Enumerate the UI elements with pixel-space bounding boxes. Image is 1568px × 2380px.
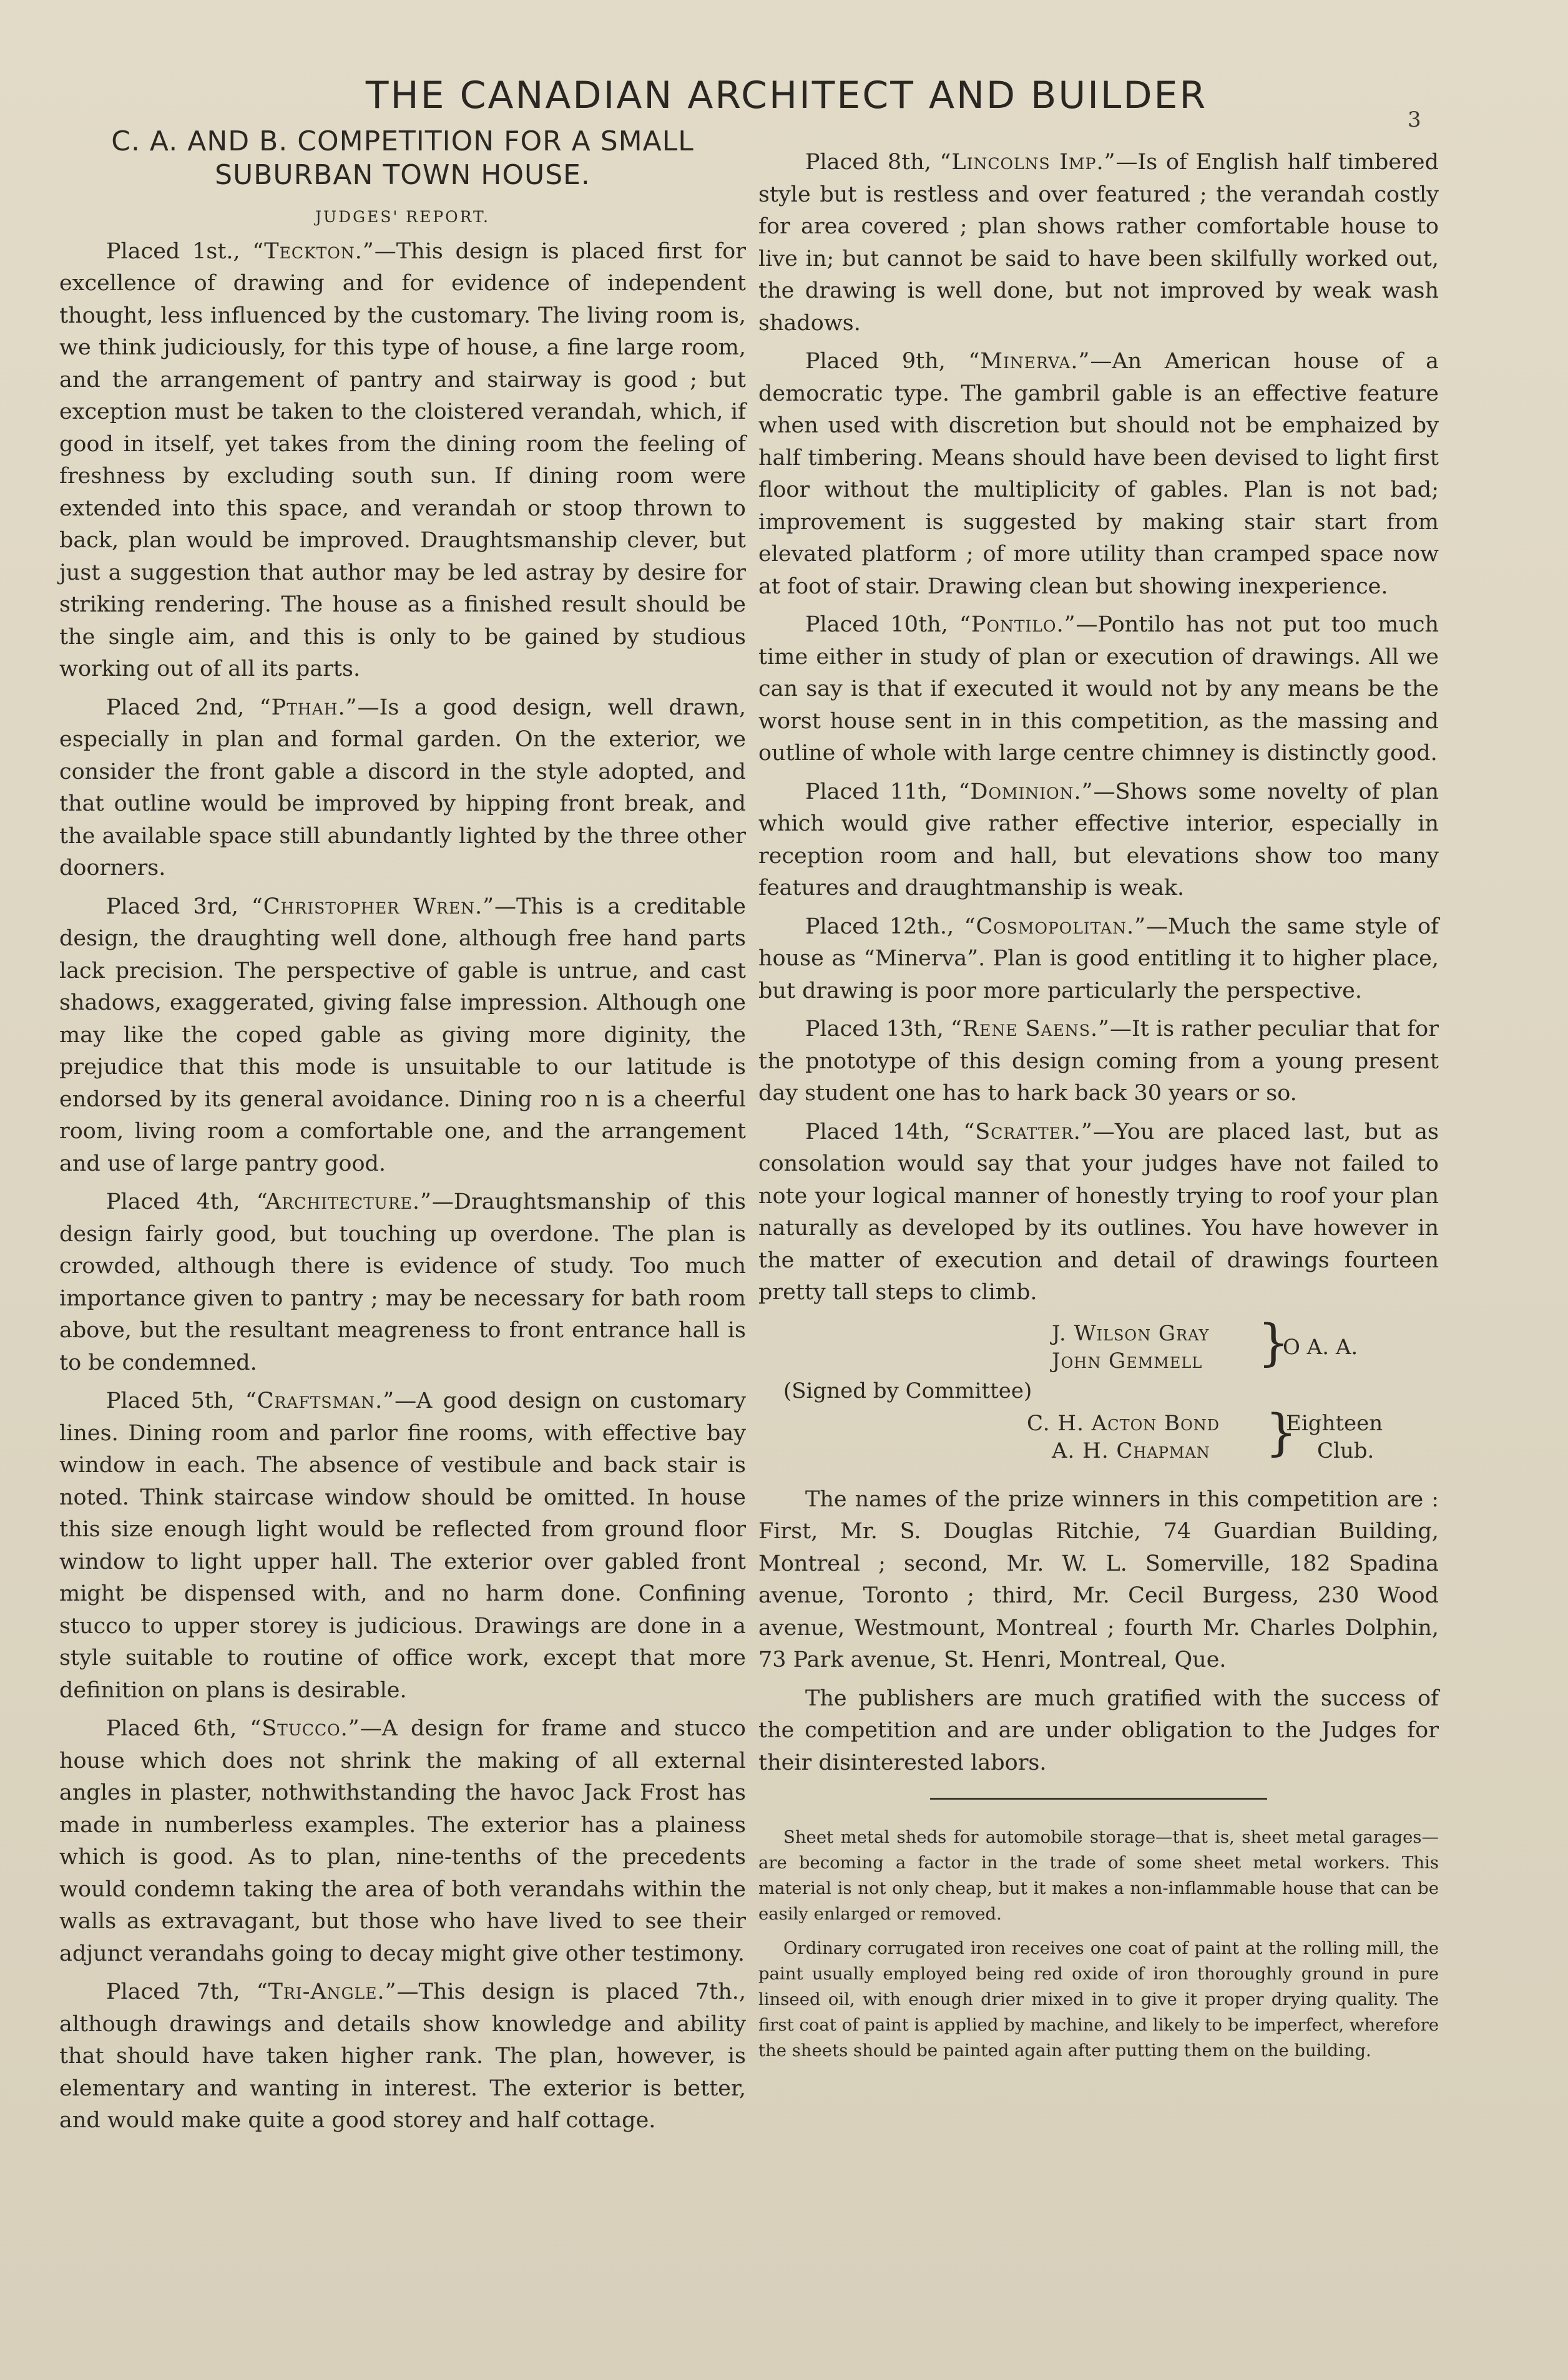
entry-text: —This design is placed first for excellence of drawing and for evidence of independent thought, less influenced by the customary. The living room is, we think judiciously, for this type of house, a fine large room, and the arrangement of pantry and stairway is good ; but exception must be taken to the cloistered verandah, which, if good in itself, yet takes from the dining room the feeling of freshness by excluding south sun. If dining room were extended into this space, and verandah or stoop thrown to back, plan would be improved. Draughtsmanship clever, but just a suggestion that author may be led astray by desire for striking rendering. The house as a finished result should be the single aim, and this is only to be gained by studious working out of all its parts. bbox=[59, 238, 746, 681]
entry-pseudonym: “Cosmopolitan.” bbox=[964, 914, 1147, 939]
entry-lead: Placed 4th, bbox=[106, 1189, 257, 1214]
entry-text: —Draughtsmanship of this design fairly good, but touching up overdone. The plan is crowded, although there is evidence of study. Too much importance given to pantry ; may be necessary for bath room above, but the resultant meagreness to front entrance hall is to be condemned. bbox=[59, 1189, 746, 1375]
entry-lead: Placed 8th, bbox=[805, 150, 940, 175]
signature-block bbox=[758, 1315, 1439, 1484]
entry-lead: Placed 14th, bbox=[805, 1119, 964, 1144]
signed-by-committee: (Signed by Committee) bbox=[783, 1378, 1032, 1403]
entry-lead: Placed 11th, bbox=[805, 779, 959, 804]
notes-section bbox=[758, 1825, 1439, 2064]
entry-paragraph bbox=[59, 1186, 746, 1379]
divider-rule bbox=[930, 1798, 1267, 1800]
entry-pseudonym: “Lincolns Imp.” bbox=[939, 150, 1116, 175]
judge-name: J. Wilson Gray bbox=[1052, 1320, 1210, 1346]
entry-lead: Placed 13th, bbox=[805, 1017, 951, 1041]
entry-text: —Much the same style of house as “Minerva”. Plan is good entitling it to higher place, but drawing is poor more particularly the perspective. bbox=[758, 914, 1439, 1003]
entry-lead: Placed 2nd, bbox=[106, 695, 260, 720]
entry-pseudonym: “Pthah.” bbox=[259, 695, 358, 720]
judge-name: A. H. Chapman bbox=[1052, 1438, 1210, 1463]
note-paragraph: Sheet metal sheds for automobile storage—that is, sheet metal garages—are becoming a factor in the trade of some sheet metal workers. This material is not only cheap, but it makes a non-inflammable house that can be easily enlarged or removed. bbox=[758, 1827, 1439, 1924]
entry-pseudonym: “Teckton.” bbox=[252, 238, 375, 264]
entry-lead: Placed 5th, bbox=[106, 1388, 245, 1413]
entry-text: —Shows some novelty of plan which would give rather effective interior, especially in reception room and hall, but elevations show too many features and draughtmanship is weak. bbox=[758, 779, 1439, 900]
entry-pseudonym: “Architecture.” bbox=[256, 1189, 432, 1214]
entry-paragraph bbox=[758, 1013, 1439, 1110]
entry-text: —Is of English half timbered style but is restless and over featured ; the verandah costly for area covered ; plan shows rather comfortable house to live in; but cannot be said to have been skilfully worked out, the drawing is well done, but not improved by weak wash shadows. bbox=[758, 150, 1439, 336]
entry-text: —It is rather peculiar that for the pnototype of this design coming from a young present day student one has to hark back 30 years or so. bbox=[758, 1017, 1439, 1106]
judge-organization: Club. bbox=[1317, 1438, 1374, 1463]
entry-text: —An American house of a democratic type. The gambril gable is an effective feature when used with discretion but should not be emphaized by half timbering. Means should have been devised to light first floor without the multiplicity of gables. Plan is not bad; improvement is suggested by making stair start from elevated platform ; of more utility than cramped space now at foot of stair. Drawing clean but showing inexperience. bbox=[758, 349, 1439, 599]
entry-lead: Placed 9th, bbox=[805, 349, 969, 374]
left-column bbox=[59, 125, 746, 2143]
brace-glyph: } bbox=[1265, 1403, 1297, 1461]
article-heading-line-1: C. A. AND B. COMPETITION FOR A SMALL bbox=[111, 125, 694, 157]
entry-paragraph bbox=[758, 609, 1439, 770]
entry-lead: Placed 3rd, bbox=[106, 894, 252, 919]
entry-paragraph bbox=[758, 911, 1439, 1008]
entry-paragraph bbox=[59, 692, 746, 885]
prize-winners-paragraph: The names of the prize winners in this competition are : First, Mr. S. Douglas Ritchie, 74 Guardian Building, Montreal ; second, Mr. W. L. Somerville, 182 Spadina avenue, Toronto ; third, Mr. Cecil Burgess, 230 Wood avenue, Westmount, Montreal ; fourth Mr. Charles Dolphin, 73 Park avenue, St. Henri, Montreal, Que. bbox=[758, 1486, 1439, 1672]
judge-name: C. H. Acton Bond bbox=[1027, 1410, 1220, 1436]
entry-lead: Placed 1st., bbox=[106, 238, 253, 264]
entry-paragraph bbox=[59, 891, 746, 1181]
right-column bbox=[758, 147, 1439, 2072]
entry-pseudonym: “Christopher Wren.” bbox=[251, 894, 495, 919]
masthead-title: THE CANADIAN ARCHITECT AND BUILDER bbox=[365, 74, 1208, 117]
judge-organization: Eighteen bbox=[1286, 1410, 1383, 1436]
entry-lead: Placed 7th, bbox=[106, 1979, 257, 2004]
entry-paragraph bbox=[758, 776, 1439, 905]
entry-pseudonym: “Dominion.” bbox=[958, 779, 1094, 804]
entry-text: —You are placed last, but as consolation would say that your judges have not failed to note your logical manner of honestly trying to roof your plan naturally as developed by its outlines. You have however in the matter of execution and detail of drawings fourteen pretty tall steps to climb. bbox=[758, 1119, 1439, 1305]
publishers-note: The publishers are much gratified with the success of the competition and are under obligation to the Judges for their disinterested labors. bbox=[758, 1685, 1439, 1775]
article-subheading: JUDGES' REPORT. bbox=[315, 208, 491, 226]
entry-lead: Placed 12th., bbox=[805, 914, 964, 939]
entry-paragraph bbox=[59, 1976, 746, 2137]
entry-text: —A good design on customary lines. Dining room and parlor fine rooms, with effective bay window in each. The absence of vestibule and back stair is noted. Think staircase window should be omitted. In house this size enough light would be reflected from ground floor window to light upper hall. The exterior over gabled front might be dispensed with, and no harm done. Confining stucco to upper storey is judicious. Drawings are done in a style suitable to routine of office work, except that more definition on plans is desirable. bbox=[59, 1388, 746, 1703]
entry-pseudonym: “Pontilo.” bbox=[959, 612, 1076, 637]
brace-glyph: } bbox=[1258, 1313, 1290, 1372]
entry-lead: Placed 10th, bbox=[805, 612, 960, 637]
note-paragraph: Ordinary corrugated iron receives one coat of paint at the rolling mill, the paint usually employed being red oxide of iron thoroughly ground in pure linseed oil, with enough drier mixed in to give it proper drying quality. The first coat of paint is applied by machine, and likely to be imperfect, wherefore the sheets should be painted again after putting them on the building. bbox=[758, 1938, 1439, 2061]
article-heading-line-2: SUBURBAN TOWN HOUSE. bbox=[215, 159, 590, 191]
entry-paragraph bbox=[758, 346, 1439, 603]
entry-paragraph bbox=[59, 236, 746, 686]
entry-pseudonym: “Scratter.” bbox=[963, 1119, 1093, 1144]
entry-pseudonym: “Stucco.” bbox=[250, 1716, 360, 1741]
entry-text: —This design is placed 7th., although drawings and details show knowledge and ability that should have taken higher rank. The plan, however, is elementary and wanting in interest. The exterior is better, and would make quite a good storey and half cottage. bbox=[59, 1979, 746, 2133]
entry-pseudonym: “Rene Saens.” bbox=[950, 1017, 1110, 1041]
article-heading bbox=[59, 125, 746, 192]
entry-lead: Placed 6th, bbox=[106, 1716, 250, 1741]
page-number: 3 bbox=[1408, 107, 1421, 132]
entry-paragraph bbox=[758, 1116, 1439, 1309]
entry-paragraph bbox=[59, 1385, 746, 1707]
entry-text: —This is a creditable design, the draughting well done, although free hand parts lack precision. The perspective of gable is untrue, and cast shadows, exaggerated, giving false impression. Although one may like the coped gable as giving more diginity, the prejudice that this mode is unsuitable to our latitude is endorsed by its general avoidance. Dining roo n is a cheerful room, living room a comfortable one, and the arrangement and use of large pantry good. bbox=[59, 894, 746, 1176]
entry-text: —Pontilo has not put too much time either in study of plan or execution of drawings. All we can say is that if executed it would not by any means be the worst house sent in in this competition, as the massing and outline of whole with large centre chimney is distinctly good. bbox=[758, 612, 1439, 766]
entry-pseudonym: “Minerva.” bbox=[968, 349, 1090, 374]
entry-text: —A design for frame and stucco house which does not shrink the making of all external angles in plaster, nothwithstanding the havoc Jack Frost has made in numberless examples. The exterior has a plainess which is good. As to plan, nine-tenths of the precedents would condemn taking the area of both verandahs within the walls as extravagant, but those who have lived to see their adjunct verandahs going to decay might give other testimony. bbox=[59, 1716, 746, 1966]
entry-text: —Is a good design, well drawn, especially in plan and formal garden. On the exterior, we consider the front gable a discord in the style adopted, and that outline would be improved by hipping front break, and the available space still abundantly lighted by the three other doorners. bbox=[59, 695, 746, 880]
entry-pseudonym: “Tri-Angle.” bbox=[256, 1979, 397, 2004]
entry-paragraph bbox=[758, 147, 1439, 339]
judge-name: John Gemmell bbox=[1052, 1348, 1203, 1373]
entry-paragraph bbox=[59, 1713, 746, 1970]
judge-organization: O A. A. bbox=[1283, 1334, 1358, 1360]
entry-pseudonym: “Craftsman.” bbox=[245, 1388, 395, 1413]
